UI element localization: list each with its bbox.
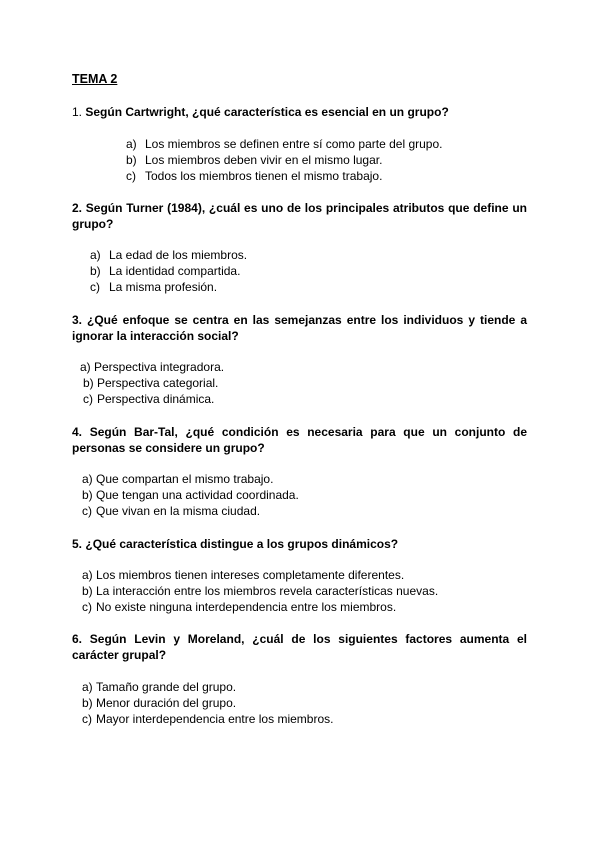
options-list-2 — [90, 247, 247, 295]
option-letter: c) — [82, 600, 92, 614]
question-text: ¿Qué característica distingue a los grupos dinámicos? — [85, 537, 399, 551]
list-item — [90, 263, 247, 279]
list-item — [82, 583, 438, 599]
question-text: Según Bar-Tal, ¿qué condición es necesaria para que un conjunto de personas se considere un grupo? — [72, 425, 527, 455]
list-item — [82, 503, 299, 519]
option-letter: c) — [90, 280, 100, 294]
option-letter: a) — [126, 137, 137, 151]
option-text: La edad de los miembros. — [109, 248, 248, 262]
page-title: TEMA 2 — [72, 72, 118, 86]
list-item — [126, 152, 443, 168]
list-item — [80, 359, 224, 375]
option-letter: b) — [82, 584, 93, 598]
option-text: Que tengan una actividad coordinada. — [96, 488, 299, 502]
question-text: Según Cartwright, ¿qué característica es esencial en un grupo? — [85, 105, 449, 119]
question-text: ¿Qué enfoque se centra en las semejanzas entre los individuos y tiende a ignorar la interacción social? — [72, 313, 527, 343]
options-list-1 — [126, 136, 443, 184]
question-3 — [72, 312, 527, 344]
option-letter: a) — [82, 472, 93, 486]
list-item — [90, 247, 247, 263]
question-number: 2. — [72, 201, 83, 215]
list-item — [82, 679, 333, 695]
option-text: La interacción entre los miembros revela características nuevas. — [96, 584, 439, 598]
option-letter: b) — [83, 376, 94, 390]
option-text: Mayor interdependencia entre los miembros. — [96, 712, 334, 726]
option-letter: c) — [126, 169, 136, 183]
option-letter: b) — [90, 264, 101, 278]
option-letter: c) — [82, 504, 92, 518]
list-item — [82, 711, 333, 727]
list-item — [82, 487, 299, 503]
option-text: Todos los miembros tienen el mismo trabajo. — [145, 169, 383, 183]
list-item — [82, 567, 438, 583]
option-text: Los miembros tienen intereses completamente diferentes. — [96, 568, 405, 582]
option-letter: a) — [90, 248, 101, 262]
option-text: Tamaño grande del grupo. — [96, 680, 237, 694]
list-item — [82, 599, 438, 615]
list-item — [82, 695, 333, 711]
question-number: 3. — [72, 313, 83, 327]
question-text: Según Levin y Moreland, ¿cuál de los siguientes factores aumenta el carácter grupal? — [72, 632, 527, 662]
list-item — [126, 168, 443, 184]
option-letter: a) — [80, 360, 91, 374]
option-letter: a) — [82, 680, 93, 694]
list-item — [80, 391, 224, 407]
list-item — [126, 136, 443, 152]
option-text: No existe ninguna interdependencia entre los miembros. — [96, 600, 397, 614]
options-list-3 — [80, 359, 224, 407]
options-list-5 — [82, 567, 438, 615]
list-item — [80, 375, 224, 391]
question-number: 1. — [72, 105, 83, 119]
option-text: La misma profesión. — [109, 280, 218, 294]
question-number: 5. — [72, 537, 83, 551]
options-list-6 — [82, 679, 333, 727]
option-letter: c) — [83, 392, 93, 406]
option-letter: b) — [82, 488, 93, 502]
option-text: Menor duración del grupo. — [96, 696, 237, 710]
list-item — [90, 279, 247, 295]
option-text: Perspectiva dinámica. — [97, 392, 215, 406]
option-text: Perspectiva categorial. — [97, 376, 219, 390]
options-list-4 — [82, 471, 299, 519]
question-text: Según Turner (1984), ¿cuál es uno de los principales atributos que define un grupo? — [72, 201, 527, 231]
question-number: 4. — [72, 425, 83, 439]
option-text: Que compartan el mismo trabajo. — [96, 472, 274, 486]
option-text: Los miembros deben vivir en el mismo lugar. — [145, 153, 383, 167]
option-letter: b) — [126, 153, 137, 167]
option-letter: a) — [82, 568, 93, 582]
question-2 — [72, 200, 527, 232]
list-item — [82, 471, 299, 487]
question-1 — [72, 104, 527, 120]
question-number: 6. — [72, 632, 83, 646]
option-letter: c) — [82, 712, 92, 726]
option-letter: b) — [82, 696, 93, 710]
question-5 — [72, 536, 527, 552]
option-text: La identidad compartida. — [109, 264, 241, 278]
option-text: Los miembros se definen entre sí como parte del grupo. — [145, 137, 443, 151]
question-6 — [72, 631, 527, 663]
question-4 — [72, 424, 527, 456]
option-text: Que vivan en la misma ciudad. — [96, 504, 261, 518]
option-text: Perspectiva integradora. — [94, 360, 225, 374]
